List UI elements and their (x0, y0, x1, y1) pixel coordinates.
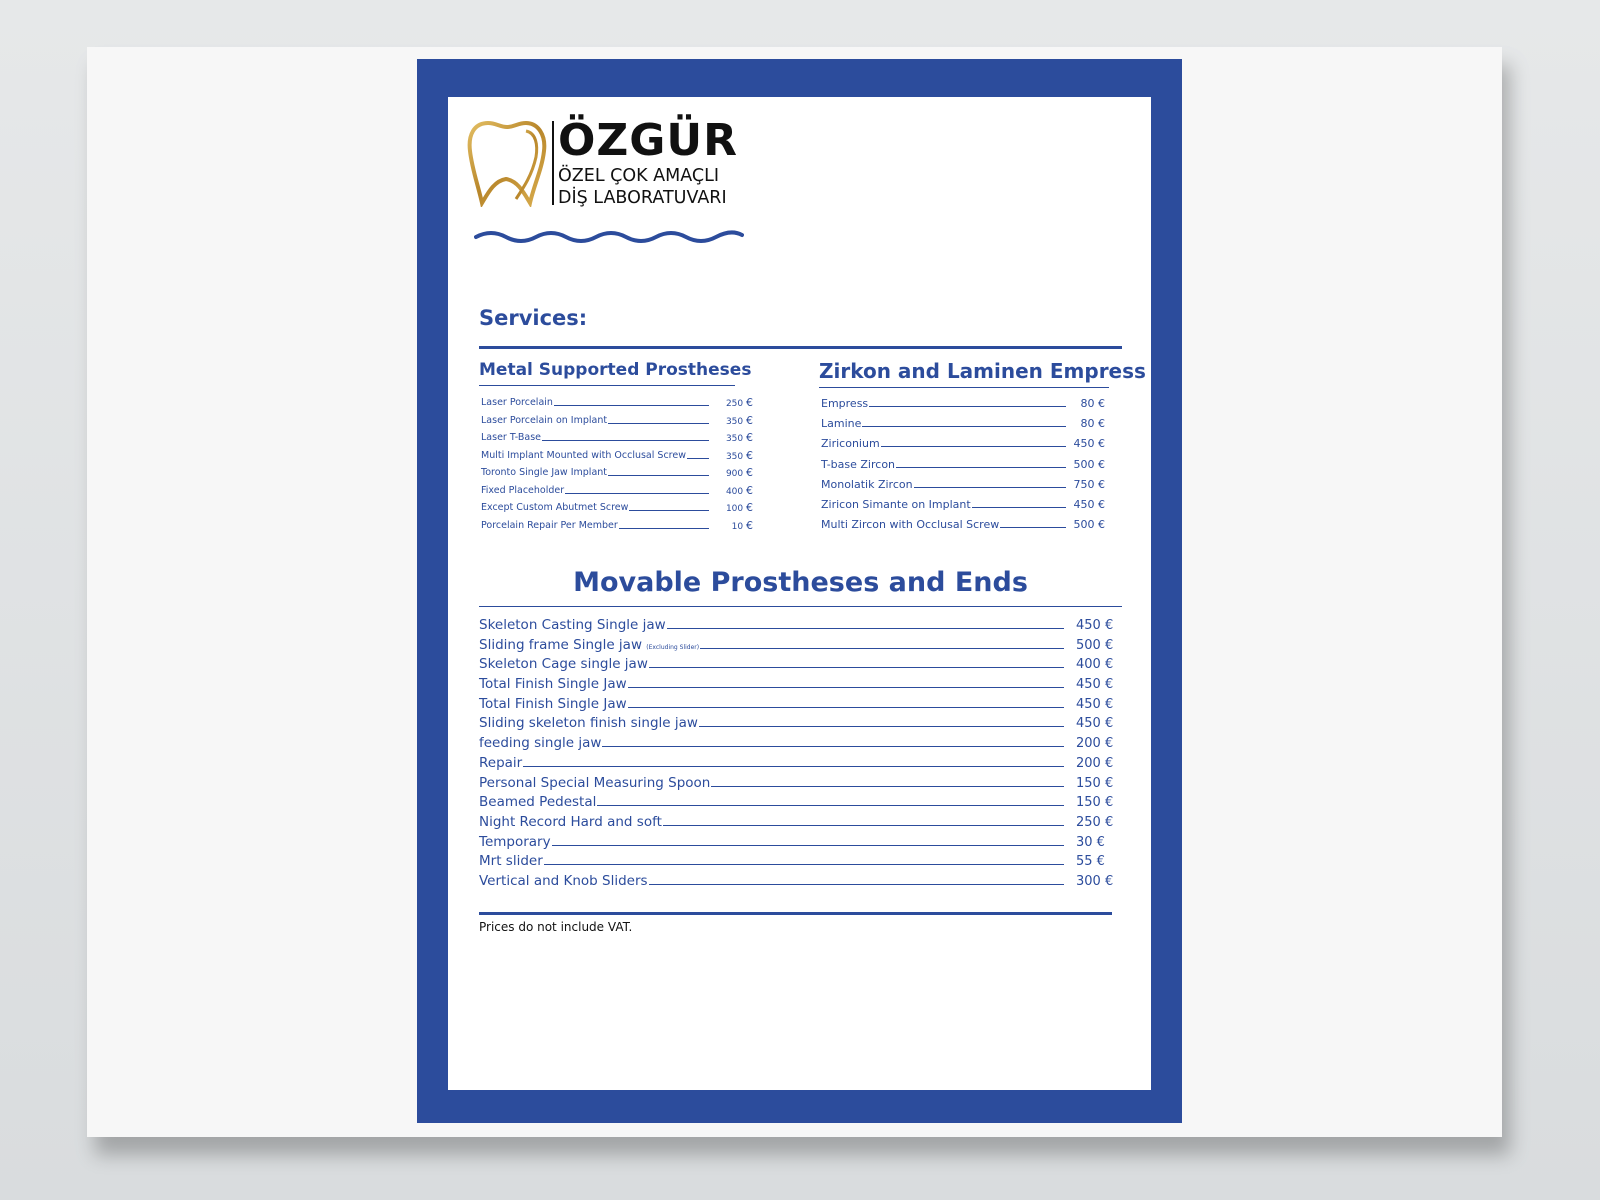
brand-name: ÖZGÜR (558, 115, 739, 166)
list-item: Sliding skeleton finish single jaw 450 € (479, 715, 1114, 732)
zirkon-section-title: Zirkon and Laminen Empress (819, 359, 1146, 383)
list-item: Monolatik Zircon 750 € (821, 477, 1105, 491)
list-item: Fixed Placeholder 400 € (481, 483, 753, 497)
list-item: Laser Porcelain 250 € (481, 396, 753, 409)
list-item: Night Record Hard and soft 250 € (479, 813, 1114, 830)
list-item: Laser Porcelain on Implant 350 € (481, 413, 753, 427)
brand-subtitle-line2: DİŞ LABORATUVARI (558, 188, 727, 208)
brand-logo (466, 117, 756, 212)
list-item: Empress 80 € (821, 397, 1105, 410)
list-item: Temporary 30 € (479, 833, 1105, 850)
metal-section-title: Metal Supported Prostheses (479, 360, 752, 380)
list-item: Personal Special Measuring Spoon 150 € (479, 774, 1114, 791)
wave-ornament (474, 227, 744, 247)
list-item: Mrt slider 55 € (479, 853, 1105, 870)
list-item: Vertical and Knob Sliders 300 € (479, 872, 1114, 889)
brand-divider (552, 121, 554, 205)
list-item: Laser T-Base 350 € (481, 431, 753, 444)
list-item: Multi Zircon with Occlusal Screw 500 € (821, 518, 1105, 532)
metal-price-list (481, 394, 753, 534)
tooth-icon (466, 117, 550, 207)
list-item: feeding single jaw 200 € (479, 735, 1114, 752)
movable-price-list (479, 616, 1114, 892)
list-item: Ziricon Simante on Implant 450 € (821, 497, 1105, 511)
list-item: Sliding frame Single jaw (Excluding Slider) 500 € (479, 636, 1114, 653)
list-item: Repair 200 € (479, 754, 1114, 771)
zirkon-price-list (821, 394, 1109, 535)
list-item: Total Finish Single Jaw 450 € (479, 676, 1114, 693)
zirkon-section-underline (819, 387, 1109, 388)
list-item: Beamed Pedestal 150 € (479, 794, 1114, 811)
brand-subtitle-line1: ÖZEL ÇOK AMAÇLI (558, 166, 720, 186)
footer-divider (479, 912, 1112, 915)
price-flyer (417, 59, 1182, 1123)
vat-note: Prices do not include VAT. (479, 920, 633, 934)
services-divider (479, 346, 1122, 349)
list-item: Ziriconium 450 € (821, 437, 1105, 451)
services-heading: Services: (479, 306, 588, 330)
flyer-paper (448, 97, 1151, 1090)
list-item: Porcelain Repair Per Member 10 € (481, 518, 753, 532)
movable-section-underline (479, 606, 1122, 607)
list-item: Skeleton Casting Single jaw 450 € (479, 617, 1114, 633)
list-item: Skeleton Cage single jaw 400 € (479, 656, 1114, 673)
list-item: Total Finish Single Jaw 450 € (479, 695, 1114, 712)
metal-section-underline (479, 385, 735, 386)
list-item: Multi Implant Mounted with Occlusal Screw 350 € (481, 448, 753, 462)
list-item: Lamine 80 € (821, 417, 1105, 431)
list-item: Toronto Single Jaw Implant 900 € (481, 466, 753, 479)
list-item: T-base Zircon 500 € (821, 457, 1105, 471)
list-item: Except Custom Abutmet Screw 100 € (481, 501, 753, 514)
movable-section-title: Movable Prostheses and Ends (573, 567, 1028, 598)
